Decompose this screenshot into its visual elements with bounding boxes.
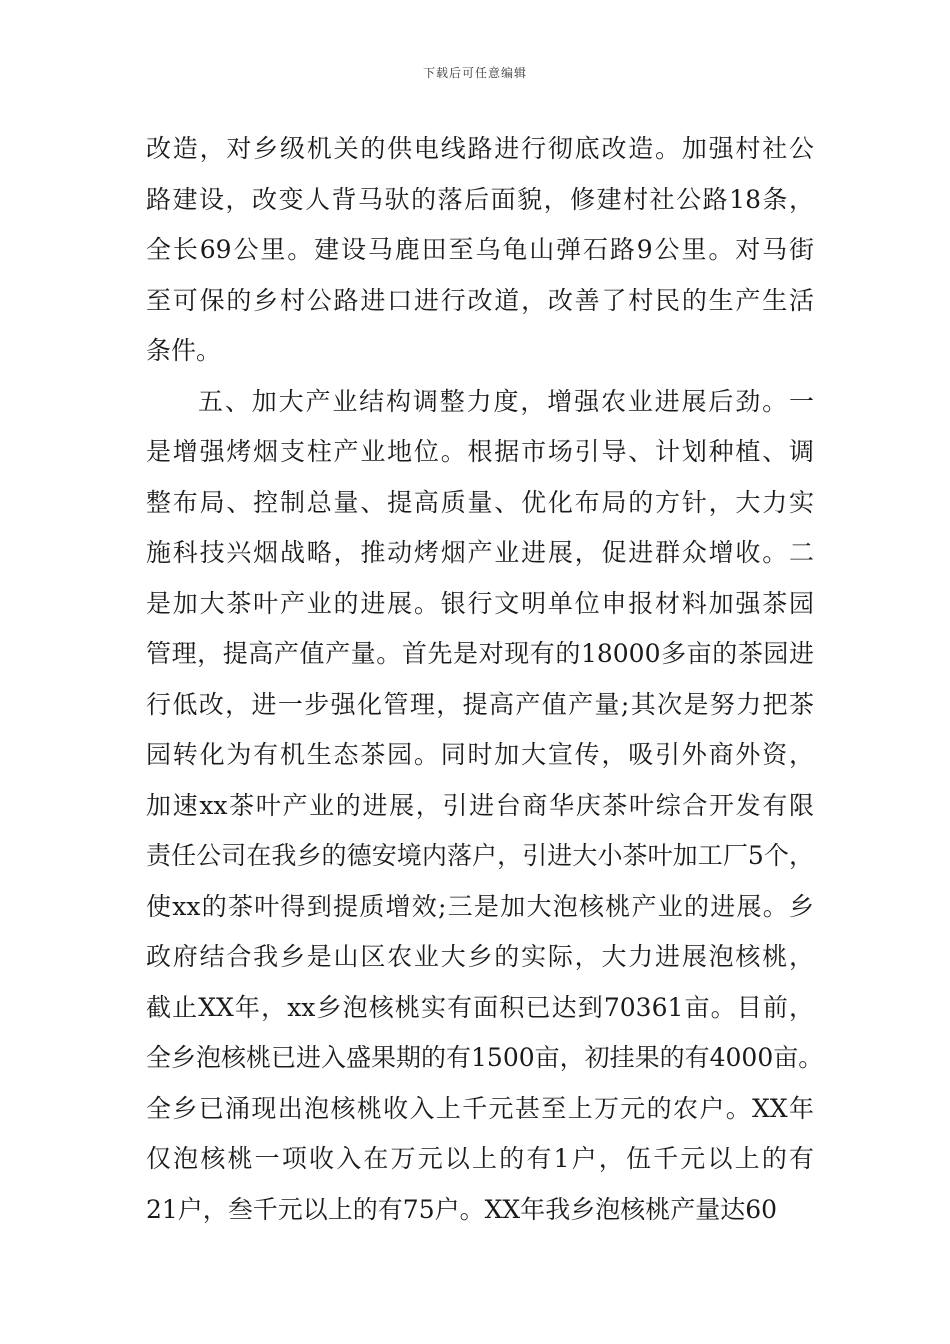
text-line: 全乡已涌现出泡核桃收入上千元甚至上万元的农户。XX年 bbox=[146, 1093, 814, 1123]
text-line: 是加大茶叶产业的进展。银行文明单位申报材料加强茶园 bbox=[146, 588, 814, 618]
text-line: 政府结合我乡是山区农业大乡的实际，大力进展泡核桃， bbox=[146, 942, 814, 971]
text-line: 行低改，进一步强化管理，提高产值产量;其次是努力把茶 bbox=[146, 689, 814, 719]
paragraph-start-line: 五、加大产业结构调整力度，增强农业进展后劲。一 bbox=[198, 386, 814, 416]
text-line: 至可保的乡村公路进口进行改道，改善了村民的生产生活 bbox=[146, 285, 814, 315]
text-line: 条件。 bbox=[146, 336, 222, 365]
text-line: 改造，对乡级机关的供电线路进行彻底改造。加强村社公 bbox=[146, 134, 814, 163]
text-line: 全乡泡核桃已进入盛果期的有1500亩，初挂果的有4000亩。 bbox=[146, 1043, 824, 1072]
text-line: 21户，叁千元以上的有75户。XX年我乡泡核桃产量达60 bbox=[146, 1194, 778, 1224]
text-line: 截止XX年，xx乡泡核桃实有面积已达到70361亩。目前， bbox=[146, 992, 814, 1022]
text-line: 是增强烤烟支柱产业地位。根据市场引导、计划种植、调 bbox=[146, 437, 814, 466]
text-line: 路建设，改变人背马驮的落后面貌，修建村社公路18条， bbox=[146, 184, 814, 214]
text-line: 仅泡核桃一项收入在万元以上的有1户，伍千元以上的有 bbox=[146, 1144, 814, 1173]
text-line: 加速xx茶叶产业的进展，引进台商华庆茶叶综合开发有限 bbox=[146, 790, 814, 820]
text-line: 管理，提高产值产量。首先是对现有的18000多亩的茶园进 bbox=[146, 639, 814, 668]
text-line: 责任公司在我乡的德安境内落户，引进大小茶叶加工厂5个， bbox=[146, 841, 814, 870]
text-line: 施科技兴烟战略，推动烤烟产业进展，促进群众增收。二 bbox=[146, 538, 814, 567]
page-header: 下载后可任意编辑 bbox=[422, 66, 527, 80]
text-line: 整布局、控制总量、提高质量、优化布局的方针，大力实 bbox=[146, 487, 814, 517]
document-body bbox=[146, 124, 824, 1235]
text-line: 使xx的茶叶得到提质增效;三是加大泡核桃产业的进展。乡 bbox=[146, 891, 814, 921]
text-line: 全长69公里。建设马鹿田至乌龟山弹石路9公里。对马街 bbox=[146, 235, 814, 264]
text-line: 园转化为有机生态茶园。同时加大宣传，吸引外商外资， bbox=[146, 740, 814, 769]
